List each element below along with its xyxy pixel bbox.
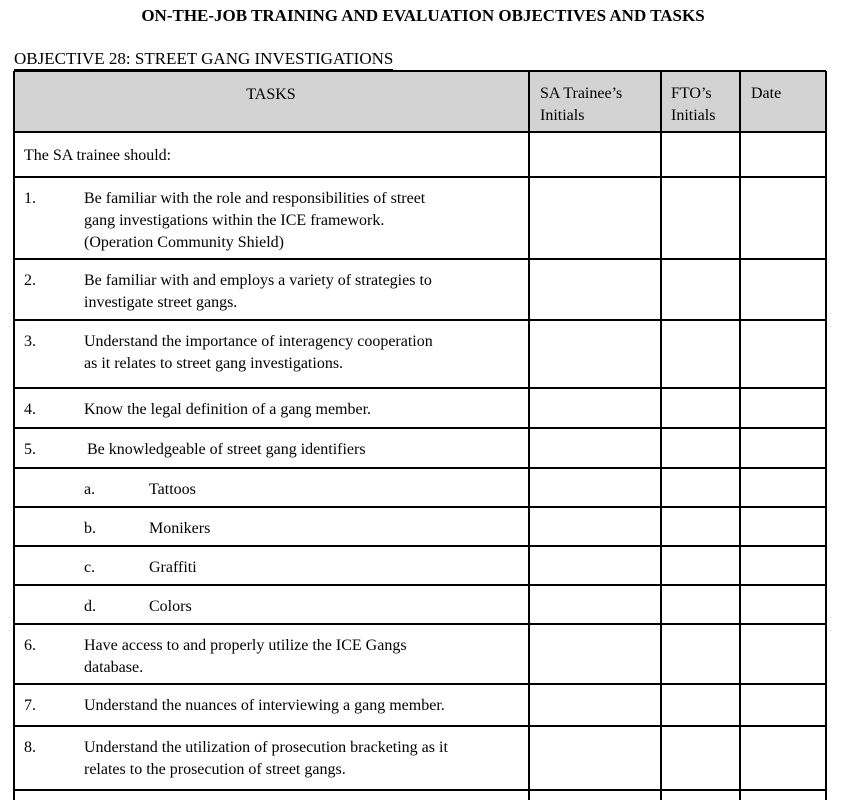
row-divider [14, 258, 826, 260]
column-divider [825, 71, 827, 800]
task-text: Have access to and properly utilize the ICE Gangs database. [84, 637, 407, 676]
task-text: Be knowledgeable of street gang identifiers [87, 441, 366, 458]
task-number: d. [84, 598, 96, 615]
task-number: 3. [24, 333, 36, 350]
task-text: Monikers [149, 520, 211, 537]
row-divider [14, 584, 826, 586]
column-divider [13, 71, 15, 800]
task-number: 8. [24, 739, 36, 756]
task-text: Understand the nuances of interviewing a gang member. [84, 697, 445, 714]
task-number: 7. [24, 697, 36, 714]
row-divider [14, 319, 826, 321]
task-number: b. [84, 520, 96, 537]
intro-text: The SA trainee should: [24, 147, 172, 164]
task-text: Be familiar with and employs a variety of strategies to investigate street gangs. [84, 272, 432, 311]
task-text: Understand the importance of interagency cooperation as it relates to street gang investigations. [84, 333, 433, 372]
header-fto-initials: FTO’s Initials [671, 85, 716, 124]
row-divider [14, 387, 826, 389]
row-divider [14, 176, 826, 178]
task-number: 6. [24, 637, 36, 654]
task-text: Colors [149, 598, 192, 615]
row-divider [14, 683, 826, 685]
document-title: ON-THE-JOB TRAINING AND EVALUATION OBJECTIVES AND TASKS [141, 6, 705, 25]
task-text: Understand the utilization of prosecution bracketing as it relates to the prosecution of street gangs. [84, 739, 448, 778]
row-divider [14, 467, 826, 469]
task-text: Be familiar with the role and responsibilities of street gang investigations within the ICE framework. (Operation Community Shield) [84, 190, 426, 251]
task-number: 2. [24, 272, 36, 289]
row-divider [14, 725, 826, 727]
objective-heading: OBJECTIVE 28: STREET GANG INVESTIGATIONS [14, 49, 394, 68]
task-text: Tattoos [149, 481, 196, 498]
row-divider [14, 131, 826, 133]
row-divider [14, 427, 826, 429]
task-number: a. [84, 481, 96, 498]
row-divider [14, 506, 826, 508]
task-number: 4. [24, 401, 36, 418]
task-number: c. [84, 559, 96, 576]
task-text: Know the legal definition of a gang member. [84, 401, 372, 418]
task-number: 5. [24, 441, 36, 458]
column-divider [660, 71, 662, 800]
row-divider [14, 789, 826, 791]
task-text: Graffiti [149, 559, 197, 576]
header-trainee-initials: SA Trainee’s Initials [540, 85, 623, 124]
task-number: 1. [24, 190, 36, 207]
row-divider [14, 545, 826, 547]
column-divider [528, 71, 530, 800]
column-divider [739, 71, 741, 800]
header-tasks: TASKS [246, 86, 296, 103]
row-divider [14, 623, 826, 625]
header-date: Date [751, 85, 782, 102]
row-divider [14, 70, 826, 72]
